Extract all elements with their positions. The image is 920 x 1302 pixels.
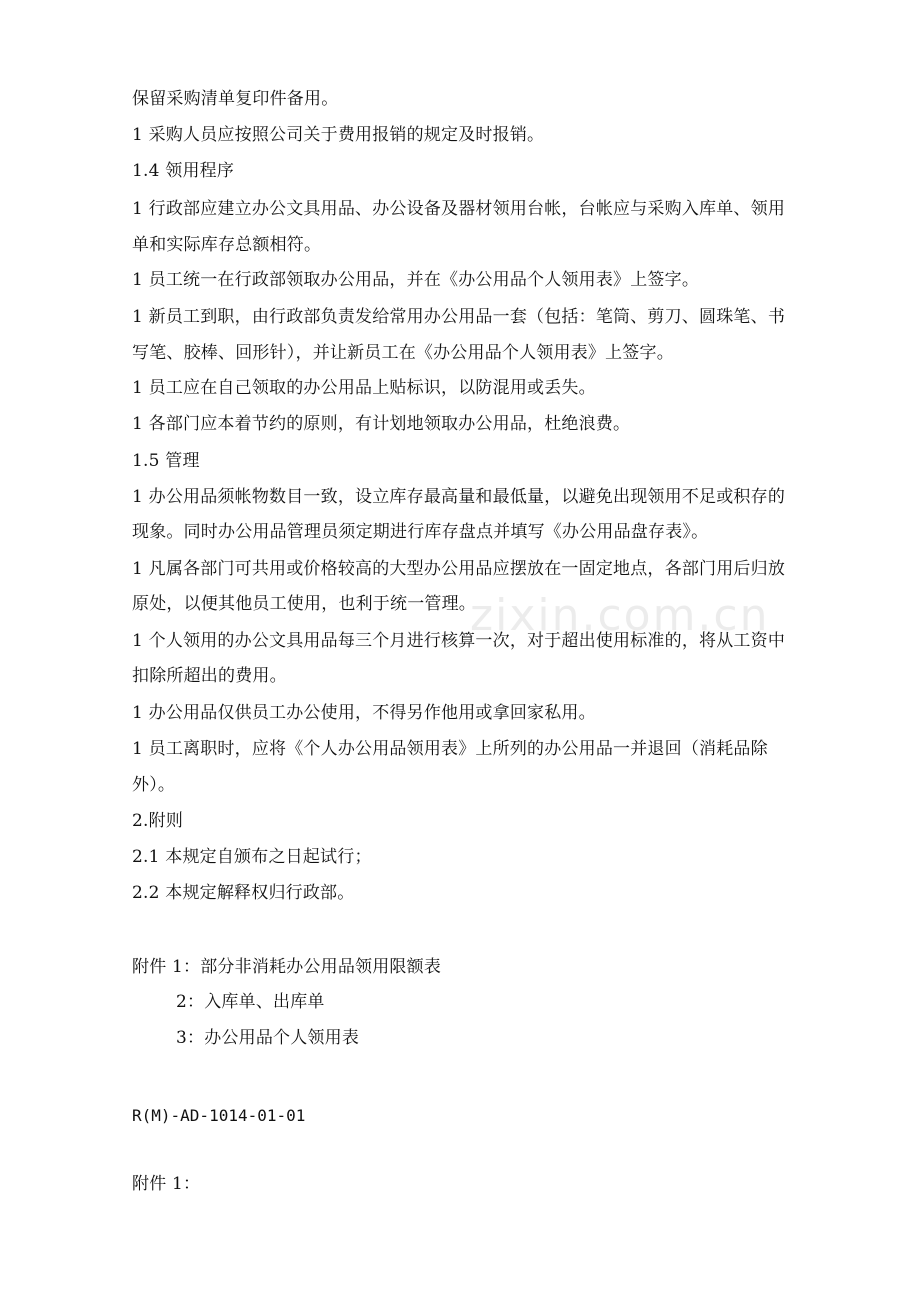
section-heading-2: 2.附则 [132,811,184,831]
text-line-1: 保留采购清单复印件备用。 [132,89,339,109]
text-line-17: 扣除所超出的费用。 [132,666,287,686]
text-line-8: 写笔、胶棒、回形针），并让新员工在《办公用品个人领用表》上签字。 [132,343,674,363]
text-line-15: 原处，以便其他员工使用，也利于统一管理。 [132,594,476,614]
text-line-5: 单和实际库存总额相符。 [132,235,322,255]
attachment-line-1: 附件 1：部分非消耗办公用品领用限额表 [132,957,442,977]
attachment-line-2: 2：入库单、出库单 [176,992,325,1012]
watermark-text: zixin.com.cn [470,590,770,641]
text-line-12: 1 办公用品须帐物数目一致，设立库存最高量和最低量，以避免出现领用不足或积存的 [132,487,786,507]
text-line-14: 1 凡属各部门可共用或价格较高的大型办公用品应摆放在一固定地点，各部门用后归放 [132,559,786,579]
text-line-18: 1 办公用品仅供员工办公使用，不得另作他用或拿回家私用。 [132,703,596,723]
document-code: R(M)-AD-1014-01-01 [132,1106,306,1125]
section-heading-1-4: 1.4 领用程序 [132,161,235,181]
text-line-6: 1 员工统一在行政部领取办公用品，并在《办公用品个人领用表》上签字。 [132,270,700,290]
text-line-10: 1 各部门应本着节约的原则，有计划地领取办公用品，杜绝浪费。 [132,414,631,434]
text-line-19: 1 员工离职时，应将《个人办公用品领用表》上所列的办公用品一并退回（消耗品除 [132,739,768,759]
text-line-2: 1 采购人员应按照公司关于费用报销的规定及时报销。 [132,125,545,145]
text-line-23: 2.2 本规定解释权归行政部。 [132,883,355,903]
attachment-heading: 附件 1： [132,1174,201,1194]
text-line-13: 现象。同时办公用品管理员须定期进行库存盘点并填写《办公用品盘存表》。 [132,522,709,542]
attachment-line-3: 3：办公用品个人领用表 [176,1028,360,1048]
text-line-16: 1 个人领用的办公文具用品每三个月进行核算一次，对于超出使用标准的，将从工资中 [132,631,786,651]
text-line-4: 1 行政部应建立办公文具用品、办公设备及器材领用台帐，台帐应与采购入库单、领用 [132,199,786,219]
text-line-22: 2.1 本规定自颁布之日起试行； [132,847,372,867]
text-line-9: 1 员工应在自己领取的办公用品上贴标识，以防混用或丢失。 [132,378,596,398]
section-heading-1-5: 1.5 管理 [132,451,200,471]
text-line-20: 外）。 [132,775,176,795]
text-line-7: 1 新员工到职，由行政部负责发给常用办公用品一套（包括：笔筒、剪刀、圆珠笔、书 [132,307,786,327]
